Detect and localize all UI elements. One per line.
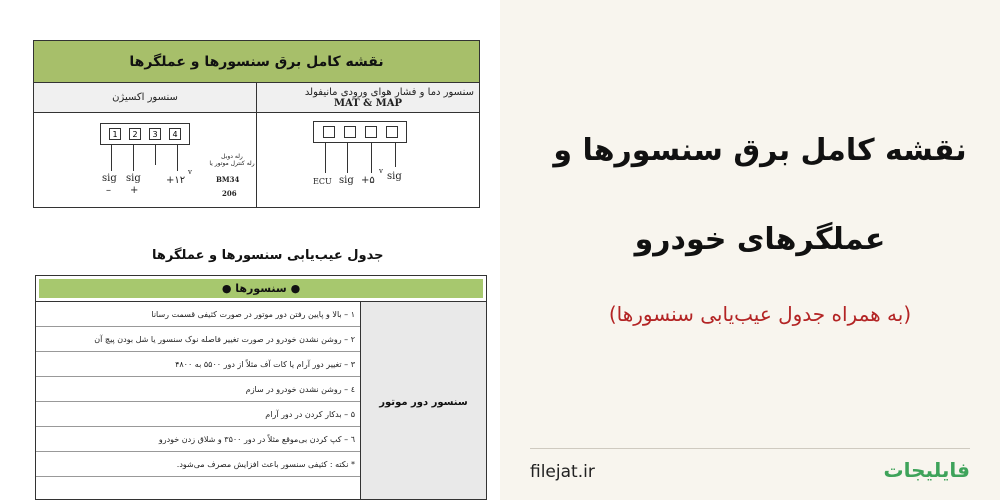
wire — [371, 143, 372, 173]
table-row: ۵ – بدکار کردن در دور آرام — [36, 402, 360, 427]
wiring-diagram-headers — [34, 83, 479, 113]
table-row: ٤ – روشن نشدن خودرو در سازم — [36, 377, 360, 402]
table-grid — [36, 302, 486, 500]
connector-pin: 1 — [109, 128, 121, 140]
connector-pin — [344, 126, 356, 138]
connector-pin: 2 — [129, 128, 141, 140]
signal-sign: – — [106, 185, 111, 196]
subtitle: (به همراه جدول عیب‌یابی سنسورها) — [608, 302, 912, 326]
table-row: ۲ – روشن نشدن خودرو در صورت تغییر فاصله نوک سنسور یا شل بودن پیچ آن — [36, 327, 360, 352]
table-row: ٦ – کپ کردن بی‌موقع مثلاً در دور ۳۵۰۰ و شلاق زدن خودرو — [36, 427, 360, 452]
signal-label: sig — [387, 171, 402, 182]
signal-unit: v — [379, 167, 383, 175]
wire — [133, 145, 134, 171]
wire — [111, 145, 112, 171]
headline-line-2: عملگرهای خودرو — [634, 222, 886, 257]
signal-label: ECU — [313, 177, 332, 186]
map-connector — [313, 121, 407, 143]
headline-line-1: نقشه کامل برق سنسورها و — [553, 133, 967, 168]
wiring-diagram-page — [33, 40, 480, 208]
wire — [395, 143, 396, 167]
connector-pin: 4 — [169, 128, 181, 140]
info-panel — [500, 0, 1000, 500]
table-rows — [36, 302, 361, 500]
signal-label: sig — [339, 175, 354, 186]
table-category-cell: سنسور دور موتور — [361, 302, 486, 500]
troubleshooting-table — [35, 275, 487, 500]
relay-pin: 206 — [222, 189, 237, 198]
oxygen-sensor-diagram — [34, 113, 257, 208]
wire — [177, 145, 178, 171]
relay-code: BM34 — [216, 175, 240, 184]
map-sensor-diagram — [257, 113, 479, 208]
signal-unit: v — [188, 168, 192, 176]
table-note-row: * نکته : کثیفی سنسور باعث افزایش مصرف می‌شود. — [36, 452, 360, 477]
table-header-label: ● سنسورها ● — [39, 279, 483, 298]
signal-label: sig — [102, 173, 117, 184]
table-header-bar — [36, 276, 486, 302]
connector-pin — [365, 126, 377, 138]
map-sensor-header — [257, 83, 479, 112]
oxygen-sensor-header: سنسور اکسیژن — [34, 83, 257, 112]
connector-pin: 3 — [149, 128, 161, 140]
brand-logo[interactable]: فایلیجات — [883, 458, 970, 482]
oxygen-connector — [100, 123, 190, 145]
connector-pin — [323, 126, 335, 138]
signal-label: +۵ — [361, 175, 375, 186]
footer-divider — [530, 448, 970, 449]
signal-label: sig — [126, 173, 141, 184]
wiring-diagram-title: نقشه کامل برق سنسورها و عملگرها — [34, 41, 479, 83]
table-row: ۳ – تغییر دور آرام یا کات آف مثلاً از دور ۵۵۰۰ به ۴۸۰۰ — [36, 352, 360, 377]
wire — [325, 143, 326, 173]
wiring-diagram-body — [34, 113, 479, 208]
wire — [347, 143, 348, 173]
table-row: ۱ – بالا و پایین رفتن دور موتور در صورت کثیفی قسمت رسانا — [36, 302, 360, 327]
site-url[interactable]: filejat.ir — [530, 462, 595, 482]
connector-pin — [386, 126, 398, 138]
troubleshooting-table-caption: جدول عیب‌یابی سنسورها و عملگرها — [152, 248, 384, 263]
signal-label: +۱۲ — [166, 175, 186, 186]
map-sensor-header-code: MAT & MAP — [333, 97, 403, 109]
wire — [155, 145, 156, 165]
relay-note: رله دوبل رله کنترل موتور یا — [209, 153, 255, 167]
map-sensor-header-title: سنسور دما و فشار هوای ورودی مانیفولد — [304, 86, 474, 98]
signal-sign: + — [130, 185, 139, 196]
